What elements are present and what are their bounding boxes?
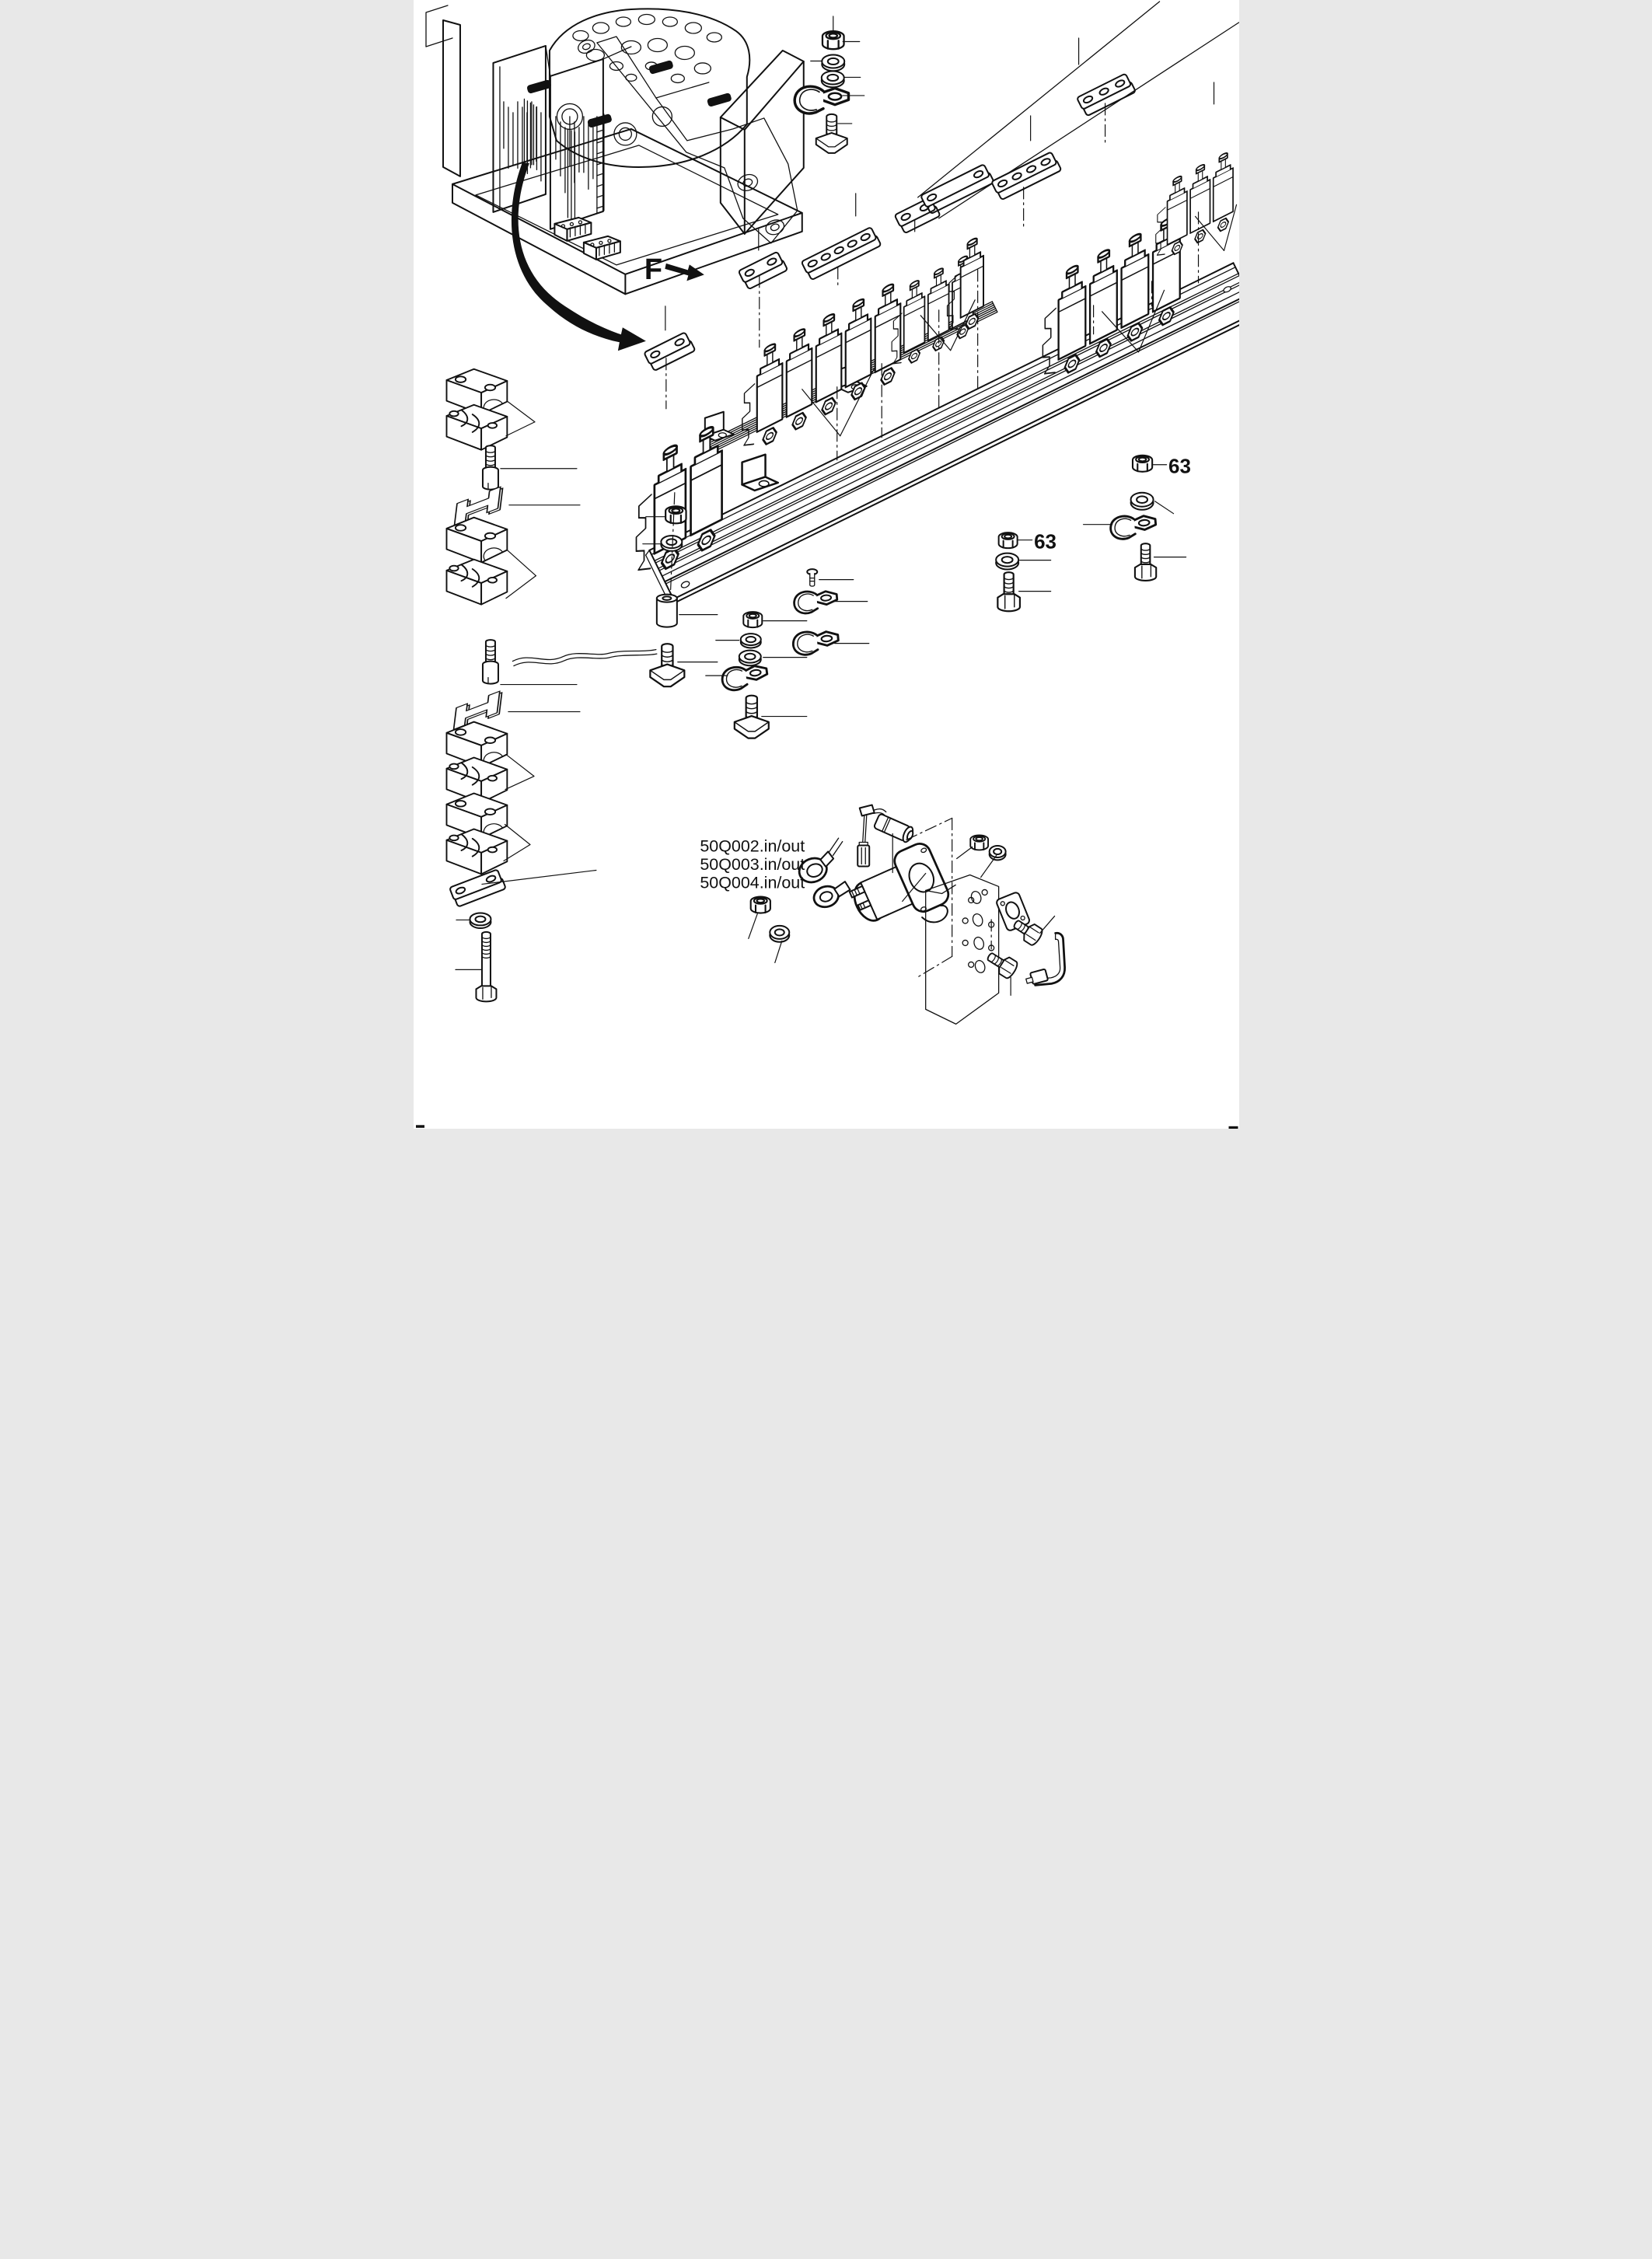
bolt-hole: [449, 411, 458, 417]
nut-hole: [1004, 535, 1011, 538]
lock-nut-icon: [665, 506, 686, 523]
valve-cover-patch: [706, 93, 732, 107]
bolt-hole: [484, 385, 494, 391]
lock-nut-icon: [750, 897, 770, 913]
cylinder-head: [482, 662, 498, 684]
leader-line: [980, 855, 996, 877]
flat-washer-icon: [740, 634, 760, 648]
leader-line: [1039, 916, 1054, 933]
bolt-hole: [455, 376, 465, 382]
flat-washer-icon: [822, 54, 844, 71]
engine-detail: [671, 74, 684, 82]
rail-hole: [1222, 285, 1231, 293]
leader-lines: [455, 16, 1236, 995]
washer-hole: [827, 58, 838, 65]
terminal-bolt: [792, 411, 805, 431]
bracket-hole: [718, 433, 726, 438]
bolt-hole: [487, 578, 496, 583]
terminal-bolt: [1096, 337, 1111, 358]
bolt-head: [997, 594, 1020, 611]
cable-wire: [864, 816, 866, 843]
pipe-clamp-column: [446, 369, 507, 1002]
bank-body: [742, 279, 899, 456]
bolt-hex: [822, 396, 835, 417]
nut-hole: [749, 614, 756, 617]
bolt-hex: [1096, 337, 1111, 358]
flat-washer-icon: [989, 846, 1005, 860]
leader-line: [505, 777, 533, 790]
mounting-panel-group: [925, 835, 1064, 1024]
deck-valve-group: [583, 236, 620, 260]
leader-line: [506, 550, 535, 575]
ring-terminal-icon: [811, 879, 853, 910]
t-head: [650, 665, 684, 687]
washer-hole: [774, 929, 784, 935]
bolt-hole: [487, 847, 496, 853]
engine-detail: [621, 40, 641, 54]
machine-line: [452, 129, 802, 274]
washer-hole: [666, 539, 676, 545]
fitting-nipple: [1025, 977, 1032, 983]
lock-nut-icon: [970, 835, 988, 850]
bolt-hole: [487, 423, 496, 428]
rail-edge: [665, 295, 1239, 582]
din-rail-foot: [742, 384, 754, 450]
machine-line: [720, 51, 803, 130]
bracket-hole: [759, 480, 768, 486]
panel-slot: [972, 936, 984, 951]
machine-line: [442, 20, 459, 176]
print-registration-mark: [1228, 1126, 1238, 1129]
flat-washer-icon: [470, 913, 491, 928]
bus-bar-end: [992, 302, 997, 312]
nut-hole: [829, 33, 836, 37]
flat-washer-icon: [661, 536, 682, 551]
lock-nut-icon: [743, 612, 762, 627]
bolt-hex: [697, 528, 714, 552]
pan-screw-icon: [807, 569, 817, 586]
print-registration-mark: [415, 1125, 424, 1127]
engine-detail: [675, 46, 694, 59]
lock-nut-icon: [1132, 456, 1151, 472]
rail-edge: [673, 312, 1239, 599]
washer-hole: [994, 849, 1001, 854]
bolt-hex: [1195, 229, 1206, 244]
cable-plug-connector: [857, 842, 869, 866]
engine-detail: [616, 17, 630, 26]
plate-face: [738, 252, 783, 283]
flat-washer-icon: [1130, 493, 1153, 510]
leader-line: [956, 847, 972, 858]
flat-washer-icon: [821, 71, 843, 87]
rail-end-cap: [1233, 263, 1239, 315]
terminal-bolt: [822, 396, 835, 417]
engine-detail: [572, 30, 588, 40]
solenoid-circuit-line-2: 50Q003.in/out: [699, 854, 805, 874]
engine-detail: [694, 63, 711, 74]
din-rail-foot: [636, 494, 651, 575]
nut-hole: [756, 899, 763, 903]
washer-hole: [746, 637, 755, 642]
cable-elbow: [859, 805, 874, 816]
machine-line: [720, 117, 744, 234]
washer-hole: [1001, 557, 1012, 563]
machine-line: [655, 82, 708, 98]
cable-connector-barrel: [873, 813, 915, 844]
view-marker-label: F: [644, 253, 662, 286]
cable-wire: [874, 809, 885, 812]
tab-hole: [828, 93, 840, 100]
bolt-hole: [449, 566, 458, 571]
panel-hole: [968, 962, 973, 967]
tab-hole: [1138, 519, 1149, 526]
plug-body: [857, 845, 869, 866]
screw-shank: [809, 574, 814, 586]
bolt-shank: [481, 932, 490, 992]
plate-face: [449, 869, 502, 900]
frame-hole: [742, 178, 753, 188]
lock-nut-icon: [998, 532, 1017, 548]
clamp-loop: [795, 86, 823, 113]
mounting-plate-3-hole: [1077, 73, 1136, 117]
sleeve-bore: [662, 596, 671, 599]
terminal-bolt: [1064, 353, 1079, 374]
terminal-bolt: [881, 366, 894, 386]
bolt-hex: [1217, 217, 1228, 232]
bolt-head: [476, 986, 496, 1001]
leader-line: [1154, 501, 1173, 514]
cable-clamp-icon: [721, 663, 769, 692]
deck-valve-group: [554, 218, 591, 241]
nut-hole: [1138, 458, 1145, 462]
hex-bolt-icon: [476, 932, 496, 1001]
pipe-clamp-lower-half: [446, 829, 507, 874]
leader-line: [774, 941, 781, 962]
engine-round: [619, 127, 631, 140]
leader-line: [505, 824, 529, 844]
valve-cover-patch: [526, 79, 552, 94]
cable-wire: [862, 816, 864, 843]
lock-nut-icon: [822, 31, 843, 49]
tie-plate-2-hole: [449, 869, 506, 907]
spacer-sleeve-icon: [656, 595, 676, 627]
mounting-plate-2-hole: [644, 332, 695, 372]
terminal-bolt: [1217, 217, 1228, 232]
center-line: [917, 956, 952, 977]
mounting-plate-5-hole: [801, 226, 881, 280]
bolt-hole: [449, 836, 458, 841]
flat-washer-icon: [739, 651, 760, 666]
leader-line: [748, 913, 756, 938]
callout-63-left: 63: [1033, 529, 1057, 553]
bolt-hole: [455, 801, 465, 807]
frame-hole: [582, 43, 591, 51]
tab-hole: [821, 635, 832, 642]
panel-slot: [973, 959, 986, 974]
panel-hole: [962, 940, 968, 945]
cable-clamp-icon: [792, 629, 840, 655]
plate-face: [644, 332, 690, 365]
engine-detail: [586, 49, 604, 61]
solenoid-valve-bank: [742, 279, 899, 456]
t-head: [734, 716, 768, 738]
t-head: [816, 133, 847, 153]
machine-line: [425, 38, 452, 47]
solenoid-circuit-line-1: 50Q002.in/out: [699, 836, 805, 856]
engine-round: [613, 123, 636, 145]
tab-hole: [820, 595, 831, 601]
panel-slot: [971, 913, 983, 927]
din-rail-foot: [1043, 309, 1056, 379]
leader-line: [506, 401, 534, 422]
bolt-hole: [455, 729, 465, 735]
flat-washer-icon: [996, 553, 1018, 570]
bolt-hex: [881, 366, 894, 386]
washer-hole: [475, 917, 485, 923]
terminal-bolt: [1159, 306, 1174, 326]
bolt-hex: [1159, 306, 1174, 326]
bolt-hex: [1064, 353, 1079, 374]
engine-detail: [707, 33, 721, 42]
bolt-hole: [484, 533, 494, 539]
pipe-clamp-lower-half: [446, 405, 507, 450]
engine-detail: [662, 17, 677, 26]
bolt-hex: [763, 426, 776, 446]
washer-hole: [1137, 496, 1147, 503]
panel-hole: [962, 918, 968, 924]
rail-hole: [680, 580, 690, 588]
cable-clamp-icon: [795, 86, 848, 113]
leader-line: [505, 576, 535, 599]
socket-head-bolt-icon: [482, 640, 498, 683]
bolt-hole: [487, 776, 496, 781]
mounting-plate-4-hole: [991, 152, 1061, 201]
cylinder-head: [482, 467, 498, 490]
exploded-diagram-canvas: [414, 0, 1239, 1129]
angle-bracket-icon: [742, 455, 777, 491]
flat-washer-icon: [770, 926, 789, 942]
terminal-bolt: [697, 528, 714, 552]
solenoid-circuit-line-3: 50Q004.in/out: [699, 873, 805, 892]
bolt-hole: [449, 764, 458, 770]
curved-direction-arrow-icon: [511, 162, 645, 351]
panel-hole: [982, 889, 987, 895]
engine-detail: [638, 14, 655, 24]
engine-detail: [648, 38, 667, 51]
fastener-stacks: [650, 31, 1157, 738]
nut-hole: [672, 508, 679, 512]
leader-line: [505, 755, 533, 777]
engine-detail: [625, 74, 636, 81]
parts-catalog-page: [414, 0, 1239, 1129]
hex-bolt-icon: [1134, 543, 1155, 581]
hex-bolt-icon: [997, 572, 1020, 611]
socket-head-bolt-icon: [482, 445, 498, 489]
callout-63-right: 63: [1168, 454, 1191, 478]
mounting-plate-2-hole: [738, 251, 787, 290]
washer-hole: [745, 654, 755, 660]
bolt-hole: [484, 738, 494, 744]
bolt-hex: [1127, 321, 1142, 342]
terminal-bolt: [1195, 229, 1206, 244]
washer-hole: [827, 75, 838, 81]
pipe-clamp-lower-half: [446, 560, 507, 605]
nut-hole: [976, 837, 983, 840]
engine-detail: [592, 23, 609, 33]
t-bolt-icon: [816, 114, 847, 153]
bolt-hole: [455, 525, 465, 531]
bolt-hole: [484, 808, 494, 815]
machine-line: [744, 61, 803, 234]
bolt-hex: [792, 411, 805, 431]
leader-line: [505, 422, 534, 436]
engine-detail: [685, 23, 701, 33]
machine-line: [550, 59, 602, 229]
hex-bolt-icon: [983, 948, 1019, 979]
bolt-head: [1134, 564, 1155, 581]
pipe-clamp-upper-half: [446, 518, 507, 563]
terminal-bolt: [763, 426, 776, 446]
cable-clamp-icon: [793, 589, 838, 615]
cable-clamp-icon: [1109, 514, 1157, 540]
hose-line: [513, 654, 656, 665]
terminal-bolt: [1127, 321, 1142, 342]
pipe-fitting: [1025, 969, 1048, 986]
